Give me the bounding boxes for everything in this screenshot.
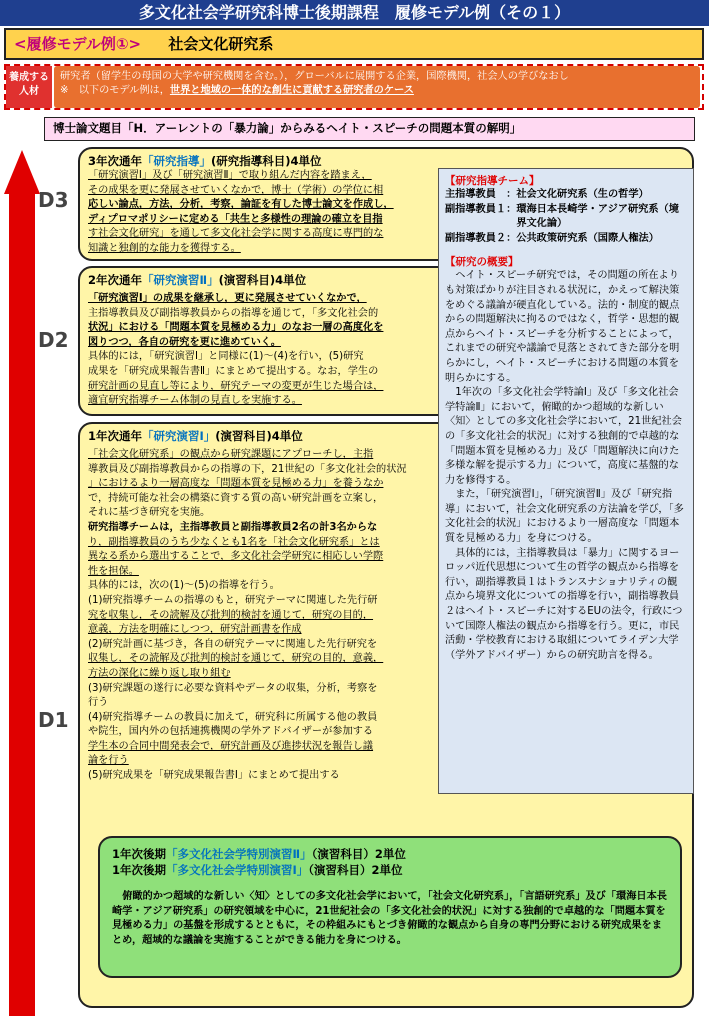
d3-course: 「研究指導」 <box>142 154 212 168</box>
d1-body <box>88 448 438 784</box>
d3-line: その成果を更に発展させていくなかで，博士（学術）の学位に相 <box>88 184 384 196</box>
d1-line: や院生，国内外の包括連携機関の学外アドバイザーが参加する <box>88 726 374 738</box>
page-title: 多文化社会学研究科博士後期課程 履修モデル例（その１） <box>0 0 709 26</box>
thesis-title: 博士論文題目「H．アーレントの「暴力論」からみるヘイト・スピーチの問題本質の解明」 <box>44 117 695 141</box>
green-year-2: 1年次後期 <box>112 863 167 877</box>
d1-line: 方法の深化に繰り返し取り組む <box>88 667 231 679</box>
d2-line: 研究計画の見直し等により，研究テーマの変更が生じた場合は， <box>88 380 384 392</box>
stage-label-d3: D3 <box>38 188 69 212</box>
model-bar <box>4 28 704 60</box>
green-credits-2: （演習科目）2単位 <box>308 863 403 877</box>
summary-paragraph: また，「研究演習Ⅰ」，「研究演習Ⅱ」及び「研究指導」において，社会文化研究系の方法論を学び，「多文化社会的状況」におけるより一層高度な「問題本質を見極める力」を身につける。 <box>445 489 684 545</box>
talent-line2-prefix: ※ 以下のモデル例は， <box>60 85 170 96</box>
d3-credits: (研究指導科目)4単位 <box>211 154 322 168</box>
d3-line: す社会文化研究」を通して多文化社会学に関する高度に専門的な <box>88 228 384 240</box>
d2-course: 「研究演習Ⅱ」 <box>142 273 219 287</box>
d2-line: 「研究演習Ⅰ」の成果を継承し，更に発展させていくなかで， <box>88 293 367 304</box>
green-year-1: 1年次後期 <box>112 847 167 861</box>
d1-line: 性を担保。 <box>88 565 139 577</box>
d3-line: 応しい論点，方法，分析，考察，論証を有した博士論文を作成し， <box>88 199 394 211</box>
talent-label-line2: 人材 <box>19 86 39 97</box>
d3-title <box>88 153 684 169</box>
talent-label-line1: 養成する <box>9 72 49 83</box>
team-member: 環海日本長崎学・アジア研究系（境界文化論） <box>516 203 679 230</box>
summary-paragraph: ヘイト・スピーチ研究では，その問題の所在よりも対策ばかりが注目される状況に，かえって解決策をめぐる議論が硬直化している。法的・制度的観点からの問題解決に拘るのではなく，哲学・思想的観点からヘイト・スピーチを分析することによって，これまでの研究や議論で見落とされてきた部分を明らかにし，ヘイト・スピーチにおける問題の本質を明らかにする。 <box>445 270 680 384</box>
d3-line: 知識と独創的な能力を獲得する。 <box>88 242 241 254</box>
d1-line: 行う <box>88 697 109 709</box>
d1-line: 異なる系から選出することで，多文化社会学研究に相応しい学際 <box>88 551 384 563</box>
d1-line: 収集し，その読解及び批判的検討を通じて，研究の目的，意義， <box>88 653 384 665</box>
d1-line: り，副指導教員のうち少なくとも1名を「社会文化研究系」とは <box>88 536 380 548</box>
d1-line: 学生本の合同中間発表会で，研究計画及び進捗状況を報告し議 <box>88 740 374 752</box>
stage-label-d1: D1 <box>38 708 69 732</box>
team-row-sub1 <box>445 203 687 232</box>
d1-line: 導教員及び副指導教員からの指導の下，21世紀の「多文化社会的状況 <box>88 463 407 475</box>
d2-line: 成果を「研究成果報告書Ⅱ」にまとめて提出する。なお，学生の <box>88 365 379 377</box>
talent-line1: 研究者（留学生の母国の大学や研究機関を含む。），グローバルに展開する企業，国際機関，社会人の学びなおし <box>60 71 569 82</box>
green-course-1: 「多文化社会学特別演習Ⅱ」 <box>166 847 312 861</box>
talent-line2-emphasis: 世界と地域の一体的な創生に貢献する研究者のケース <box>169 85 414 96</box>
green-body: 俯瞰的かつ超域的な新しい〈知〉としての多文化社会学において，「社会文化研究系」，「言語研究系」及び「環海日本長崎学・アジア研究系」の研究領域を中心に，21世紀社会の「多文化社会的状況」に対する独創的で卓越的な「問題本質を見極める力」の基盤を形成するとともに，その枠組みにもとづき俯瞰的な観点から自身の専門分野における研究成果をまとめ，超域的な議論を実施することができる能力を身につける。 <box>112 891 667 946</box>
green-title-1 <box>112 846 668 862</box>
d1-line: 究を収集し，その読解及び批判的検討を通じて，研究の目的， <box>88 609 374 621</box>
d2-body <box>88 292 438 409</box>
d1-credits: (演習科目)4単位 <box>215 429 303 443</box>
d1-year: 1年次通年 <box>88 429 143 443</box>
summary-heading: 【研究の概要】 <box>445 256 519 269</box>
team-heading: 【研究指導チーム】 <box>445 175 540 187</box>
progress-arrow-shaft <box>9 188 35 1016</box>
research-team-panel <box>438 168 694 794</box>
team-member: 社会文化研究系（生の哲学） <box>516 189 649 200</box>
d1-line: (5)研究成果を「研究成果報告書Ⅰ」にまとめて提出する <box>88 770 340 782</box>
d2-line: 図りつつ，各自の研究を更に進めていく。 <box>88 336 281 348</box>
first-year-special-seminar-block <box>98 836 682 978</box>
talent-line2 <box>60 84 694 98</box>
d3-body <box>88 169 438 257</box>
d1-course: 「研究演習Ⅰ」 <box>142 429 216 443</box>
d1-line: 」におけるより一層高度な「問題本質を見極める力」を養うなか <box>88 478 384 490</box>
talent-label <box>6 66 52 108</box>
d2-line: 適宜研究指導チーム体制の見直しを実施する。 <box>88 395 302 407</box>
team-role: 主指導教員 ： <box>445 189 517 200</box>
d2-line: 具体的には，「研究演習Ⅰ」と同様に(1)〜(4)を行い，(5)研究 <box>88 351 364 363</box>
d1-line: (2)研究計画に基づき，各自の研究テーマに関連した先行研究を <box>88 638 378 650</box>
green-course-2: 「多文化社会学特別演習Ⅰ」 <box>166 863 309 877</box>
green-title-2 <box>112 862 668 878</box>
team-row-main <box>445 188 687 203</box>
team-row-sub2 <box>445 232 687 247</box>
d2-credits: (演習科目)4単位 <box>218 273 307 287</box>
stage-label-d2: D2 <box>38 328 69 352</box>
d1-line: (4)研究指導チームの教員に加えて，研究科に所属する他の教員 <box>88 711 378 723</box>
d1-line: 具体的には，次の(1)〜(5)の指導を行う。 <box>88 580 280 592</box>
d1-line: それに基づき研究を実施。 <box>88 507 211 519</box>
model-label: <履修モデル例①> <box>14 35 142 53</box>
talent-description <box>54 66 700 108</box>
summary-paragraph: 具体的には，主指導教員は「暴力」に関するヨーロッパ近代思想について生の哲学の観点から指導を行い，副指導教員１はトランスナショナリティの観点から境界文化についての指導を行い，副指導教員２はヘイト・スピーチに対するEUの法令，行政について国際人権法の観点から指導を行う。更に，市民活動・学校教育における取組についてライデン大学（学外アドバイザー）からの研究助言を得る。 <box>445 547 683 661</box>
summary-paragraph: 1年次の「多文化社会学特論Ⅰ」及び「多文化社会学特論Ⅱ」において，俯瞰的かつ超域的な新しい〈知〉としての多文化社会学において，21世紀社会の「多文化社会的状況」に対する独創的で卓越的な「問題本質を見極める力」及び「問題解決に向けた多様な解を提示する力」について，高度に基盤的な力を修得する。 <box>445 387 682 486</box>
team-role: 副指導教員２： <box>445 232 517 244</box>
team-member: 公共政策研究系（国際人権法） <box>516 232 659 244</box>
d1-line: (1)研究指導チームの指導のもと，研究テーマに関連した先行研 <box>88 594 378 606</box>
d2-line: 主指導教員及び副指導教員からの指導を通じて，「多文化社会的 <box>88 307 379 319</box>
d3-line: ディプロマポリシーに定める「共生と多様性の理論の確立を目指 <box>88 213 383 225</box>
d1-line: 意義，方法を明確にしつつ，研究計画書を作成 <box>88 624 302 636</box>
model-course: 社会文化研究系 <box>168 35 274 53</box>
d3-line: 「研究演習Ⅰ」及び「研究演習Ⅱ」で取り組んだ内容を踏まえ， <box>88 170 372 181</box>
d1-line: 研究指導チームは，主指導教員と副指導教員2名の計3名からな <box>88 521 378 533</box>
team-role: 副指導教員１： <box>445 203 517 215</box>
green-credits-1: （演習科目）2単位 <box>311 847 406 861</box>
d1-line: 「社会文化研究系」の観点から研究課題にアプローチし，主指 <box>88 449 374 460</box>
d1-line: 論を行う <box>88 755 129 767</box>
d1-line: (3)研究課題の遂行に必要な資料やデータの収集，分析，考察を <box>88 682 378 694</box>
d2-year: 2年次通年 <box>88 273 143 287</box>
d3-year: 3年次通年 <box>88 154 143 168</box>
d2-line: 状況」における「問題本質を見極める力」のなお一層の高度化を <box>88 322 384 334</box>
d1-line: で，持続可能な社会の構築に資する質の高い研究計画を立案し， <box>88 492 384 504</box>
